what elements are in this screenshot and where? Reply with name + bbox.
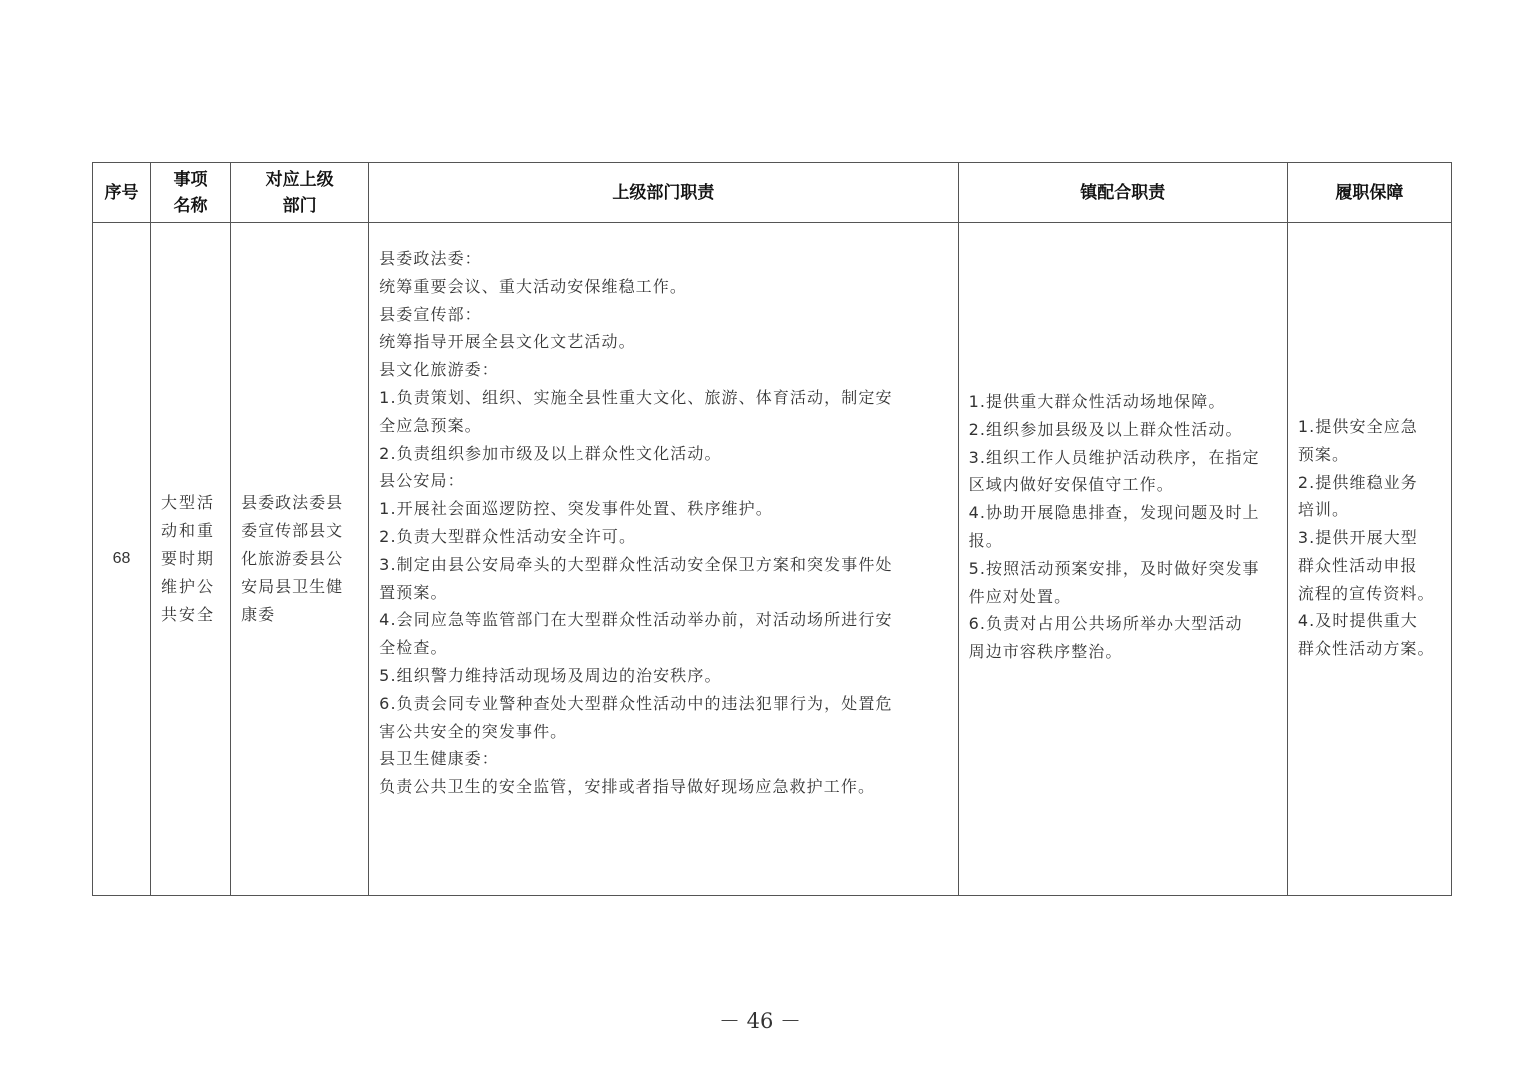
text-line: 2.负责大型群众性活动安全许可。 [379,527,637,546]
department-list [241,489,358,629]
header-guarantee: 履职保障 [1287,163,1451,223]
header-name-line: 事项 [173,169,208,190]
text-line: 3.提供开展大型 [1297,528,1418,548]
header-superior-duties: 上级部门职责 [369,163,958,223]
row-number: 68 [93,223,151,896]
text-line: 5.组织警力维持活动现场及周边的治安秩序。 [379,665,722,685]
page-number: － 46 － [718,1009,802,1033]
header-dept-line: 对应上级 [265,169,334,190]
text-line: 3.制定由县公安局牵头的大型群众性活动安全保卫方案和突发事件处 [379,554,893,574]
guarantee-text [1298,413,1443,663]
text-line: 县公安局： [379,471,465,491]
text-line: 县委政法委 [241,493,327,512]
text-line: 2.提供维稳业务 [1297,472,1418,492]
text-line: 1.提供重大群众性活动场地保障。 [968,392,1226,412]
text-line: 大型活 [161,493,216,512]
text-line: 1.开展社会面巡逻防控、突发事件处置、秩序维护。 [379,499,773,519]
item-name [151,223,231,896]
header-no: 序号 [93,163,151,223]
text-line: 2.组织参加县级及以上群众性活动。 [968,419,1243,439]
text-line: 县文化旅游委 [241,521,344,568]
text-line: 4.协助开展隐患排查，发现问题及时上 [968,503,1260,523]
text-line: 群众性活动申报 [1297,555,1418,575]
text-line: 周边市容秩序整治。 [968,642,1123,662]
superior-departments [231,223,369,896]
text-line: 要时期 [161,549,216,568]
text-line: 预案。 [1297,444,1350,464]
header-town-duties: 镇配合职责 [958,163,1287,223]
superior-duties-cell [369,223,958,896]
text-line: 1.负责策划、组织、实施全县性重大文化、旅游、体育活动，制定安 [379,388,893,408]
text-line: 区域内做好安保值守工作。 [968,475,1174,495]
text-line: 报。 [968,531,1003,550]
text-line: 负责公共卫生的安全监管，安排或者指导做好现场应急救护工作。 [379,777,876,797]
text-line: 害公共安全的突发事件。 [379,721,568,741]
text-line: 县卫生健康委： [379,749,499,769]
text-line: 县委政法委： [379,249,482,269]
text-line: 培训。 [1297,500,1350,520]
text-line: 3.组织工作人员维护活动秩序，在指定 [968,447,1260,467]
guarantee-cell [1287,223,1451,896]
header-dept-line: 部门 [282,195,317,216]
text-line: 流程的宣传资料。 [1297,583,1435,603]
header-name [151,163,231,223]
town-duties-text [969,388,1277,666]
text-line: 县委宣传部： [379,304,482,324]
text-line: 5.按照活动预案安排，及时做好突发事 [968,558,1260,578]
text-line: 全检查。 [379,638,448,658]
text-line: 置预案。 [379,582,448,602]
text-line: 动和重 [161,521,216,540]
text-line: 2.负责组织参加市级及以上群众性文化活动。 [379,443,722,463]
text-line: 4.会同应急等监管部门在大型群众性活动举办前，对活动场所进行安 [379,610,893,630]
text-line: 1.提供安全应急 [1297,416,1418,436]
text-line: 6.负责会同专业警种查处大型群众性活动中的违法犯罪行为，处置危 [379,693,893,713]
text-line: 共安全 [161,605,216,624]
text-line: 件应对处置。 [968,586,1072,606]
text-line: 全应急预案。 [379,415,482,435]
text-line: 群众性活动方案。 [1297,639,1435,659]
table-row [93,223,1452,896]
item-name-lines [161,489,220,629]
text-line: 县文化旅游委： [379,360,499,380]
text-line: 县卫生健康委 [241,577,344,624]
town-duties-cell [958,223,1287,896]
text-line: 统筹指导开展全县文化文艺活动。 [379,332,636,352]
duty-table [92,162,1452,896]
text-line: 县公安局 [241,549,344,596]
text-line: 4.及时提供重大 [1297,611,1418,631]
text-line: 6.负责对占用公共场所举办大型活动 [968,614,1243,634]
table-header-row [93,163,1452,223]
header-dept [231,163,369,223]
superior-duties-text [379,245,947,801]
text-line: 县委宣传部 [241,493,344,540]
header-name-line: 名称 [173,195,208,216]
text-line: 维护公 [161,577,216,596]
text-line: 统筹重要会议、重大活动安保维稳工作。 [379,276,687,296]
